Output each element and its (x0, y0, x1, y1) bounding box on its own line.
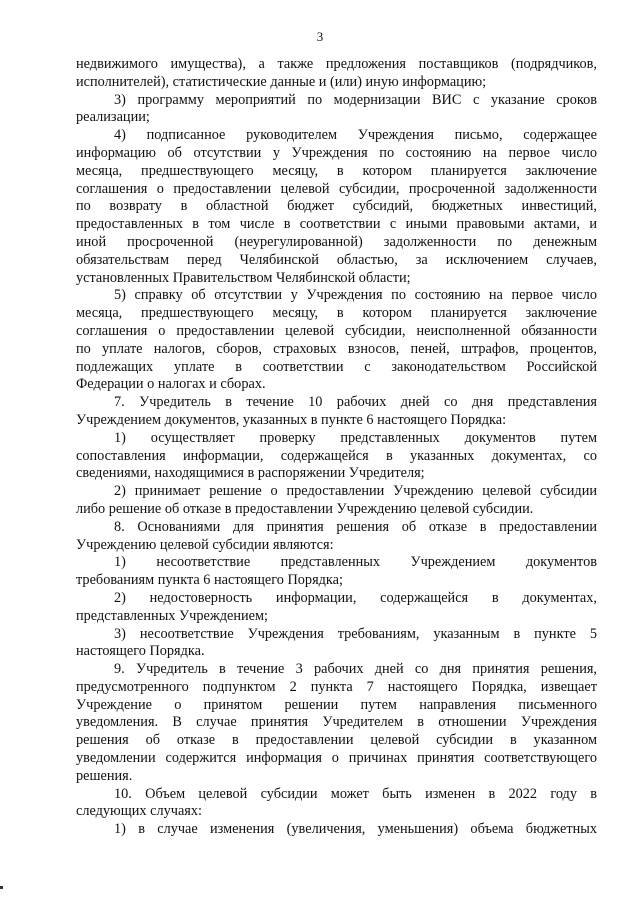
text-line: обязательствам перед Челябинской областью, за исключением случаев, (76, 251, 597, 268)
text-line: 8. Основаниями для принятия решения об отказе в предоставлении (114, 518, 597, 535)
text-line: предусмотренного подпунктом 2 пункта 7 настоящего Порядка, извещает (76, 678, 597, 695)
text-line: 2) недостоверность информации, содержащейся в документах, (114, 589, 597, 606)
text-line: 9. Учредитель в течение 3 рабочих дней со дня принятия решения, (114, 661, 597, 678)
text-line: недвижимого имущества), а также предложения поставщиков (подрядчиков, (76, 56, 597, 72)
text-line: сопоставления информации, содержащейся в указанных документах, со (76, 447, 597, 464)
text-line: уведомлении содержится информация о причинах принятия соответствующего (76, 750, 597, 767)
text-line: месяца, предшествующего месяцу, в котором планируется заключение (76, 162, 597, 179)
text-line: Учреждением документов, указанных в пункте 6 настоящего Порядка: (76, 411, 507, 428)
text-line: 4) подписанное руководителем Учреждения письмо, содержащее (114, 127, 597, 144)
text-line: настоящего Порядка. (76, 643, 205, 660)
document-body (76, 56, 597, 839)
text-line: 1) осуществляет проверку представленных документов путем (114, 429, 597, 446)
text-line: 10. Объем целевой субсидии может быть изменен в 2022 году в (114, 785, 597, 802)
text-line: требованиям пункта 6 настоящего Порядка; (76, 572, 343, 589)
text-line: 1) в случае изменения (увеличения, уменьшения) объема бюджетных (114, 821, 597, 838)
text-line: 7. Учредитель в течение 10 рабочих дней со дня представления (114, 394, 597, 411)
text-line: решения об отказе в предоставлении целевой субсидии в указанном (76, 732, 597, 749)
text-line: уведомления. В случае принятия Учредителем в отношении Учреждения (76, 714, 597, 731)
text-line: месяца, предшествующего месяцу, в котором планируется заключение (76, 305, 597, 322)
text-line: предоставленных в том числе в соответствии с иными правовыми актами, и (76, 216, 597, 233)
text-line: Федерации о налогах и сборах. (76, 376, 266, 393)
text-line: 3) программу мероприятий по модернизации ВИС с указание сроков (114, 91, 597, 108)
text-line: установленных Правительством Челябинской области; (76, 269, 411, 286)
text-line: представленных Учреждением; (76, 607, 268, 624)
text-line: реализации; (76, 109, 150, 126)
scan-mark (0, 886, 3, 889)
text-line: Учреждение о принятом решении путем направления письменного (76, 696, 597, 713)
text-line: информацию об отсутствии у Учреждения по состоянию на первое число (76, 144, 597, 161)
text-line: иной просроченной (неурегулированной) задолженности по денежным (76, 233, 597, 250)
text-line: Учреждению целевой субсидии являются: (76, 536, 334, 553)
text-line: соглашения о предоставлении целевой субсидии, неисполненной обязанности (76, 322, 597, 339)
text-line: 2) принимает решение о предоставлении Учреждению целевой субсидии (114, 483, 597, 500)
text-line: по возврату в областной бюджет субсидий, бюджетных инвестиций, (76, 198, 597, 215)
text-line: 5) справку об отсутствии у Учреждения по состоянию на первое число (114, 287, 597, 304)
page-number: 3 (316, 29, 324, 44)
text-line: сведениями, находящимися в распоряжении Учредителя; (76, 465, 425, 482)
text-line: исполнителей), статистические данные и (или) иную информацию; (76, 73, 487, 90)
text-line: соглашения о предоставлении целевой субсидии, просроченной задолженности (76, 180, 597, 197)
text-line: решения. (76, 767, 133, 784)
text-line: 3) несоответствие Учреждения требованиям, указанным в пункте 5 (114, 625, 597, 642)
text-line: подлежащих уплате в соответствии с законодательством Российской (76, 358, 597, 375)
text-line: 1) несоответствие представленных Учреждением документов (114, 554, 597, 571)
text-line: либо решение об отказе в предоставлении Учреждению целевой субсидии. (76, 500, 534, 517)
text-line: следующих случаях: (76, 803, 202, 820)
text-line: по уплате налогов, сборов, страховых взносов, пеней, штрафов, процентов, (76, 340, 597, 357)
